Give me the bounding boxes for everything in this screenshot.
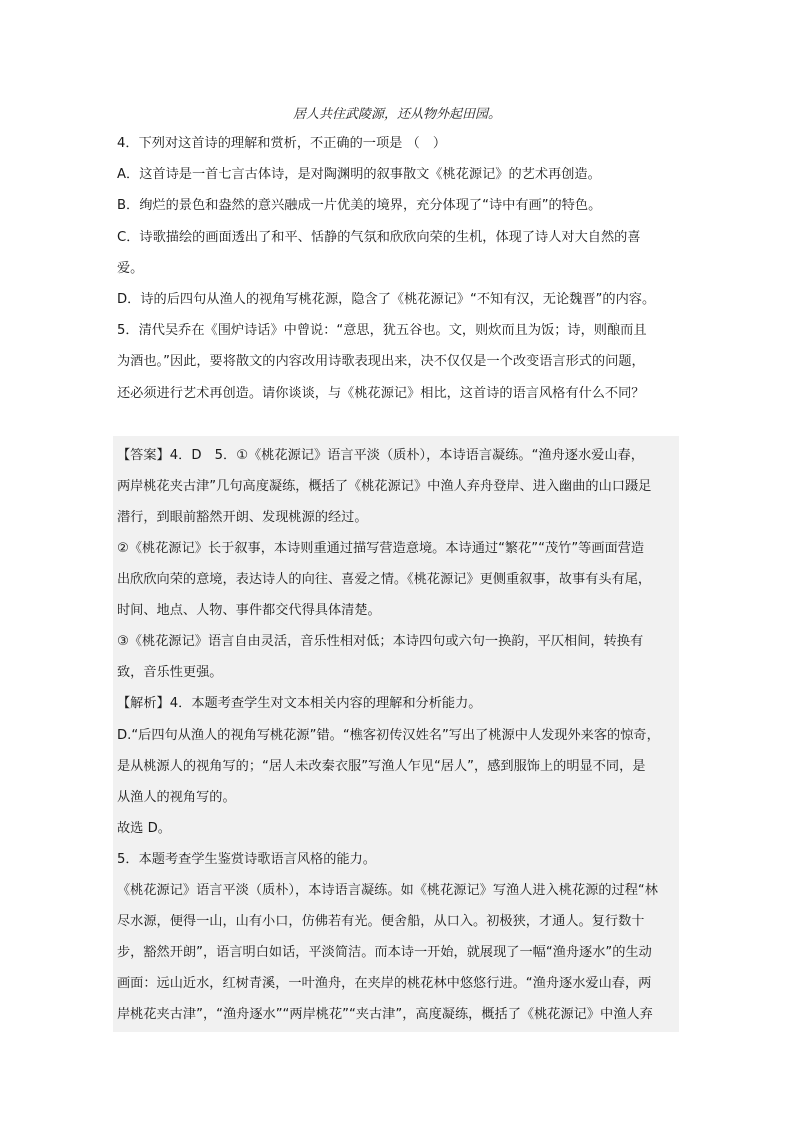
analysis-line: 5．本题考查学生鉴赏诗歌语言风格的能力。	[117, 852, 376, 867]
analysis-line: 故选 D。	[117, 821, 171, 836]
question-5-line-3: 还必须进行艺术再创造。请你谈谈，与《桃花源记》相比，这首诗的语言风格有什么不同？	[117, 386, 645, 401]
question-5-line-2: 为酒也。”因此，要将散文的内容改用诗歌表现出来，决不仅仅是一个改变语言形式的问题，	[117, 354, 645, 369]
question-4-option-d: D．诗的后四句从渔人的视角写桃花源，隐含了《桃花源记》“不知有汉，无论魏晋”的内容。	[117, 292, 656, 307]
analysis-heading: 【解析】4．本题考查学生对文本相关内容的理解和分析能力。	[117, 696, 482, 711]
analysis-line: 是从桃源人的视角写的；“居人未改秦衣服”写渔人乍见“居人”，感到服饰上的明显不同，是	[117, 759, 646, 774]
answer-line: ②《桃花源记》长于叙事，本诗则重通过描写营造意境。本诗通过“繁花”“茂竹”等画面营造	[117, 541, 645, 556]
answer-line: 两岸桃花夹古津”几句高度凝练，概括了《桃花源记》中渔人弃舟登岸、进入幽曲的山口蹑足	[117, 479, 652, 494]
analysis-line: 画面：远山近水，红树青溪，一叶渔舟，在夹岸的桃花林中悠悠行进。“渔舟逐水爱山春，两	[117, 976, 652, 991]
analysis-line: 尽水源，便得一山，山有小口，仿佛若有光。便舍船，从口入。初极狭，才通人。复行数十	[117, 914, 645, 929]
question-4-stem: 4．下列对这首诗的理解和赏析，不正确的一项是 （ ）	[117, 136, 447, 151]
analysis-line: 从渔人的视角写的。	[117, 790, 236, 805]
answer-line: 潜行，到眼前豁然开朗、发现桃源的经过。	[117, 510, 368, 525]
analysis-line: D.“后四句从渔人的视角写桃花源”错。“樵客初传汉姓名”写出了桃源中人发现外来客的惊奇，	[117, 728, 660, 743]
question-4-option-a: A．这首诗是一首七言古体诗，是对陶渊明的叙事散文《桃花源记》的艺术再创造。	[117, 167, 601, 182]
poem-line: 居人共住武陵源，还从物外起田园。	[292, 107, 501, 122]
answer-line: 【答案】4．D 5．①《桃花源记》语言平淡（质朴），本诗语言凝练。“渔舟逐水爱山春，	[117, 448, 644, 463]
answer-line: ③《桃花源记》语言自由灵活，音乐性相对低；本诗四句或六句一换韵，平仄相间，转换有	[117, 634, 644, 649]
answer-line: 致，音乐性更强。	[117, 665, 223, 680]
analysis-line: 岸桃花夹古津”，“渔舟逐水”“两岸桃花”“夹古津”，高度凝练，概括了《桃花源记》中渔人弃	[117, 1007, 653, 1022]
question-4-option-c-line-1: C．诗歌描绘的画面透出了和平、恬静的气氛和欣欣向荣的生机，体现了诗人对大自然的喜	[117, 230, 641, 245]
answer-line: 时间、地点、人物、事件都交代得具体清楚。	[117, 603, 381, 618]
analysis-line: 《桃花源记》语言平淡（质朴），本诗语言凝练。如《桃花源记》写渔人进入桃花源的过程“林	[117, 883, 658, 898]
question-5-line-1: 5．清代吴乔在《围炉诗话》中曾说：“意思，犹五谷也。文，则炊而且为饭；诗，则酿而且	[117, 323, 647, 338]
question-4-option-b: B．绚烂的景色和盎然的意兴融成一片优美的境界，充分体现了“诗中有画”的特色。	[117, 198, 602, 213]
analysis-line: 步，豁然开朗”，语言明白如话，平淡简洁。而本诗一开始，就展现了一幅“渔舟逐水”的生动	[117, 945, 652, 960]
answer-line: 出欣欣向荣的意境，表达诗人的向往、喜爱之情。《桃花源记》更侧重叙事，故事有头有尾，	[117, 572, 652, 587]
question-4-option-c-line-2: 爱。	[117, 261, 144, 276]
